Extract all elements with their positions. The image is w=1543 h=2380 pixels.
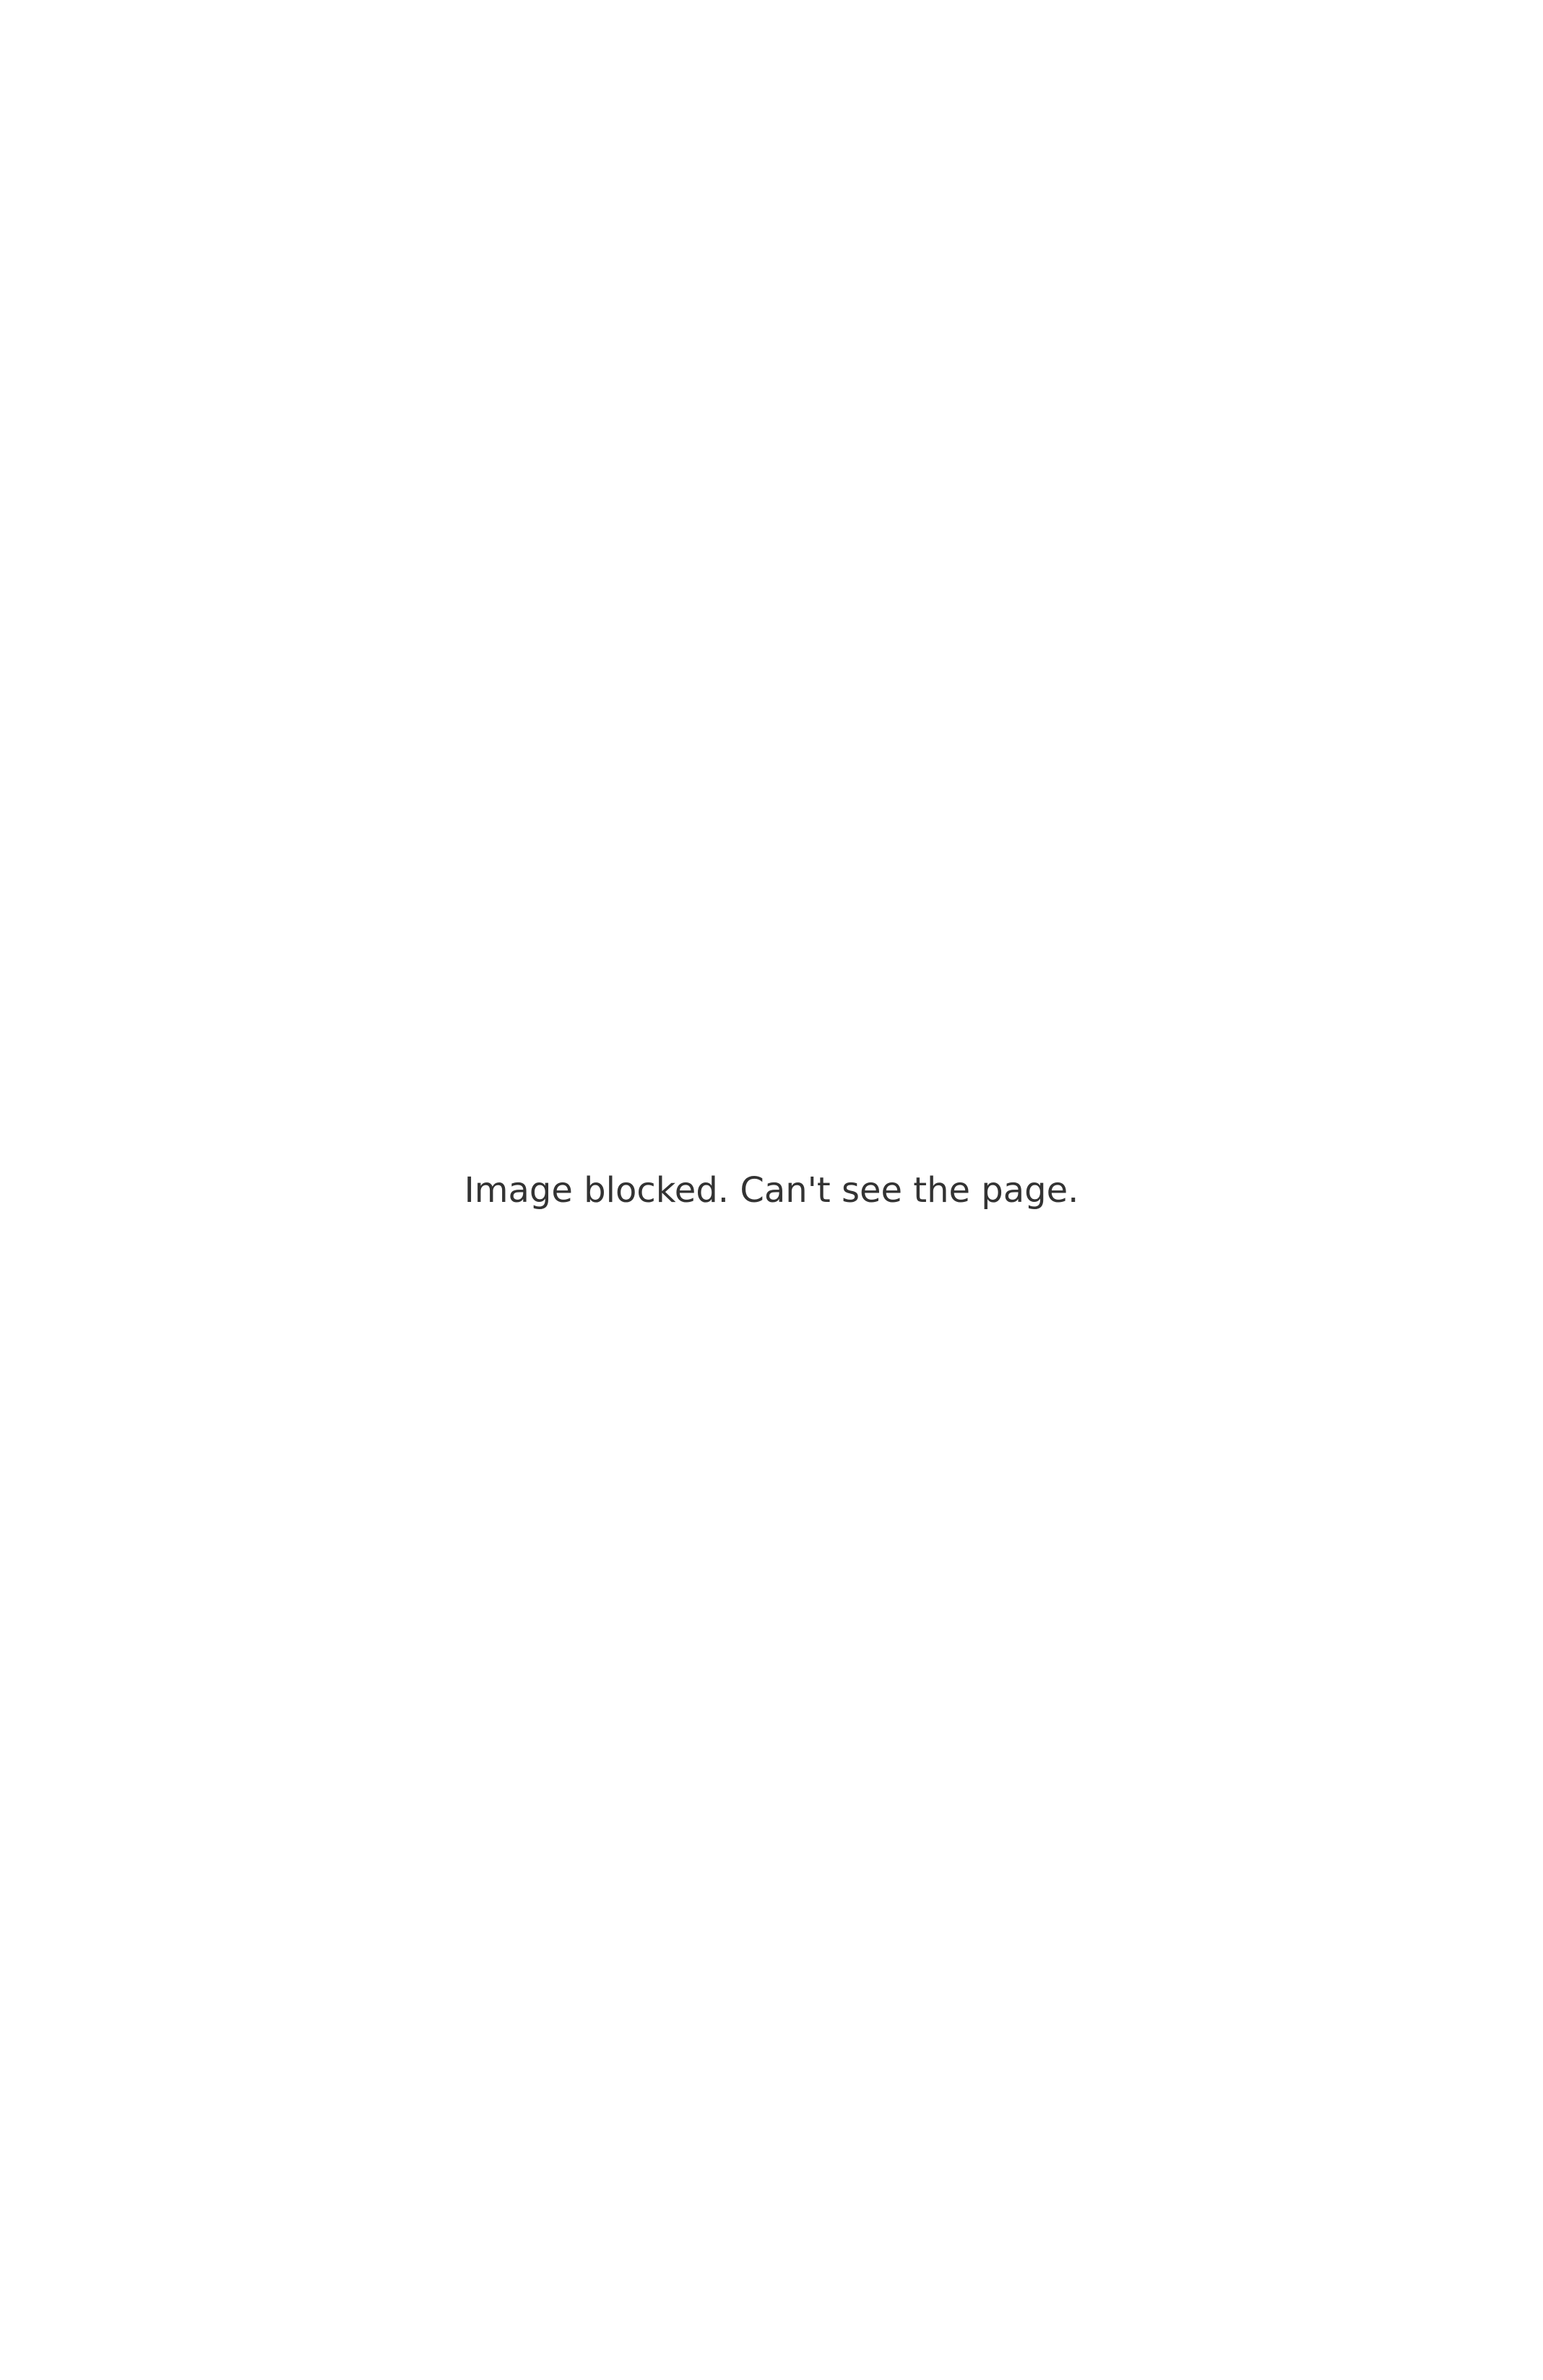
notice-text: Image blocked. Can't see the page.	[464, 1169, 1079, 1211]
